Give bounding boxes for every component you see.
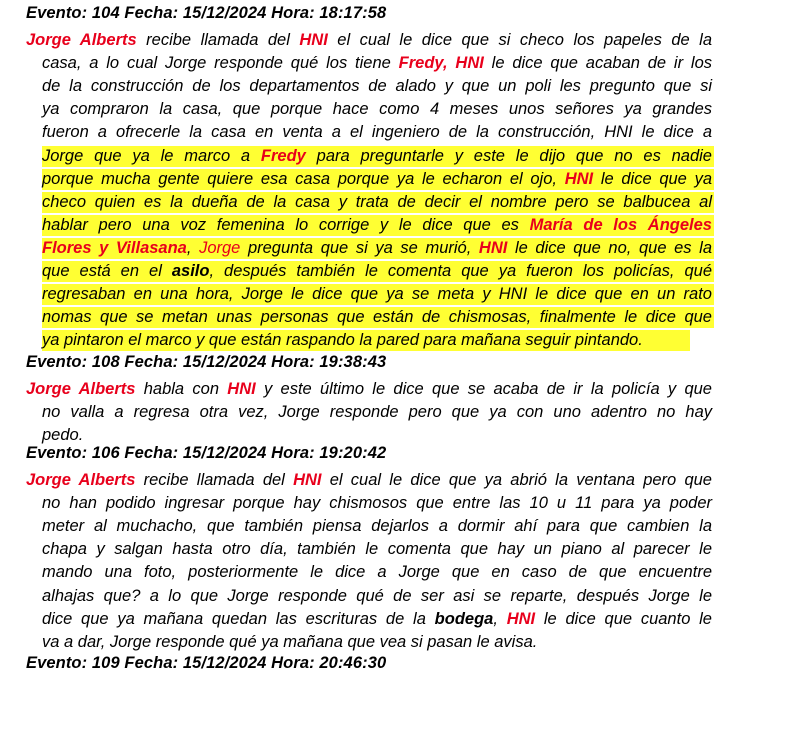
text-run: , (186, 238, 200, 257)
text-line (42, 75, 712, 97)
text-line (42, 538, 712, 560)
text-line (42, 585, 712, 607)
event-header: Evento: 104 Fecha: 15/12/2024 Hora: 18:17:58 (26, 4, 387, 22)
text-run: va a dar, Jorge responde qué ya mañana que vea si pasan le avisa. (42, 632, 538, 651)
text-run: de la construcción de los departamentos de alado y que un poli les pregunto que si (42, 77, 712, 96)
text-run: ya pintaron el marco y que están raspando la pared para mañana seguir pintando. (42, 331, 643, 350)
name-highlight: HNI (227, 380, 256, 398)
text-line (42, 260, 712, 282)
name-highlight: HNI (293, 471, 322, 489)
text-run: para preguntarle y este le dijo que no es nadie (305, 146, 712, 165)
bold-term: bodega (434, 609, 494, 628)
name-highlight: Jorge Alberts (26, 31, 137, 49)
event-header: Evento: 106 Fecha: 15/12/2024 Hora: 19:20:42 (26, 444, 387, 462)
text-run: dice que ya mañana quedan las escrituras de la (42, 609, 435, 628)
text-run: mando una foto, posteriormente le dice a Jorge que en caso de que encuentre (42, 563, 712, 582)
text-line (42, 52, 712, 74)
text-run: ya compraron la casa, que porque hace como 4 meses unos señores ya grandes (42, 100, 712, 119)
text-run: , después también le comenta que ya fueron los policías, qué (209, 262, 713, 280)
text-line (42, 329, 712, 351)
text-run: Jorge que ya le marco a (42, 146, 261, 165)
text-run: alhajas que? a lo que Jorge responde qué de ser asi se reparte, después Jorge le (42, 586, 712, 605)
text-line (26, 29, 712, 51)
name-highlight: HNI (564, 169, 594, 188)
text-line (42, 145, 712, 167)
text-run: checo quien es la dueña de la casa y trata de decir el nombre pero se balbucea al (42, 192, 712, 211)
name-highlight: Fredy (260, 146, 306, 165)
text-run: el cual le dice que si checo los papeles de la (327, 31, 713, 49)
text-run: pedo. (42, 426, 84, 445)
text-line (42, 214, 712, 236)
text-run: y este último le dice que se acaba de ir la policía y que (255, 380, 712, 398)
text-run: regresaban en una hora, Jorge le dice que ya se meta y HNI le dice que en un rato (42, 285, 712, 304)
text-run: recibe llamada del (136, 31, 300, 49)
name-highlight: María de los Ángeles (529, 215, 712, 234)
name-highlight: Flores y Villasana (42, 238, 187, 257)
name-highlight: HNI (506, 609, 536, 628)
text-line (42, 608, 712, 630)
text-run: nomas que se metan unas personas que están de chismosas, finalmente le dice que (42, 308, 712, 327)
text-run: meter al muchacho, que también piensa dejarlos a dormir ahí para que cambien la (42, 517, 712, 536)
text-run: chapa y salgan hasta otro día, también le comenta que hay un piano al parecer le (42, 540, 712, 559)
text-line (42, 306, 712, 328)
text-line (42, 515, 712, 537)
text-line (26, 378, 712, 400)
text-run: no valla a regresa otra vez, Jorge responde pero que ya con uno adentro no hay (42, 403, 712, 422)
text-run: el cual le dice que ya abrió la ventana pero que (321, 471, 712, 489)
text-run: recibe llamada del (135, 471, 294, 489)
text-run: le dice que no, que es la (507, 238, 713, 257)
text-run: le dice que cuanto le (535, 609, 712, 628)
name-highlight: Jorge (199, 238, 241, 257)
text-line (42, 492, 712, 514)
event-header: Evento: 109 Fecha: 15/12/2024 Hora: 20:46:30 (26, 654, 387, 672)
text-line (42, 283, 712, 305)
text-run: casa, a lo cual Jorge responde qué los tiene (42, 54, 399, 73)
name-highlight: Jorge Alberts (26, 471, 136, 489)
name-highlight: HNI (299, 31, 328, 49)
text-run: porque mucha gente quiere esa casa porque ya le echaron el ojo, (42, 169, 565, 188)
text-line (42, 98, 712, 120)
text-line (42, 424, 712, 446)
text-line (42, 631, 712, 653)
text-line (42, 401, 712, 423)
text-run: no han podido ingresar porque hay chismosos que entre las 10 u 11 para ya poder (42, 494, 712, 513)
text-line (42, 168, 712, 190)
bold-term: asilo (171, 262, 210, 280)
text-run: le dice que acaban de ir los (483, 54, 713, 73)
text-line (42, 237, 712, 259)
text-run: fueron a ofrecerle la casa en venta a el ingeniero de la construcción, HNI le dice a (42, 123, 712, 142)
text-run: , (493, 609, 507, 628)
name-highlight: Jorge Alberts (26, 380, 136, 398)
text-line (42, 561, 712, 583)
text-line (42, 121, 712, 143)
event-header: Evento: 108 Fecha: 15/12/2024 Hora: 19:38:43 (26, 353, 387, 371)
name-highlight: Fredy, HNI (398, 54, 484, 73)
text-line (42, 191, 712, 213)
text-run: que está en el (42, 262, 172, 280)
text-run: pregunta que si ya se murió, (240, 238, 479, 257)
name-highlight: HNI (478, 238, 508, 257)
text-line (26, 469, 712, 491)
text-run: le dice que ya (593, 169, 712, 188)
text-run: hablar pero una voz femenina lo corrige y le dice que es (42, 215, 530, 234)
text-run: habla con (135, 380, 228, 398)
